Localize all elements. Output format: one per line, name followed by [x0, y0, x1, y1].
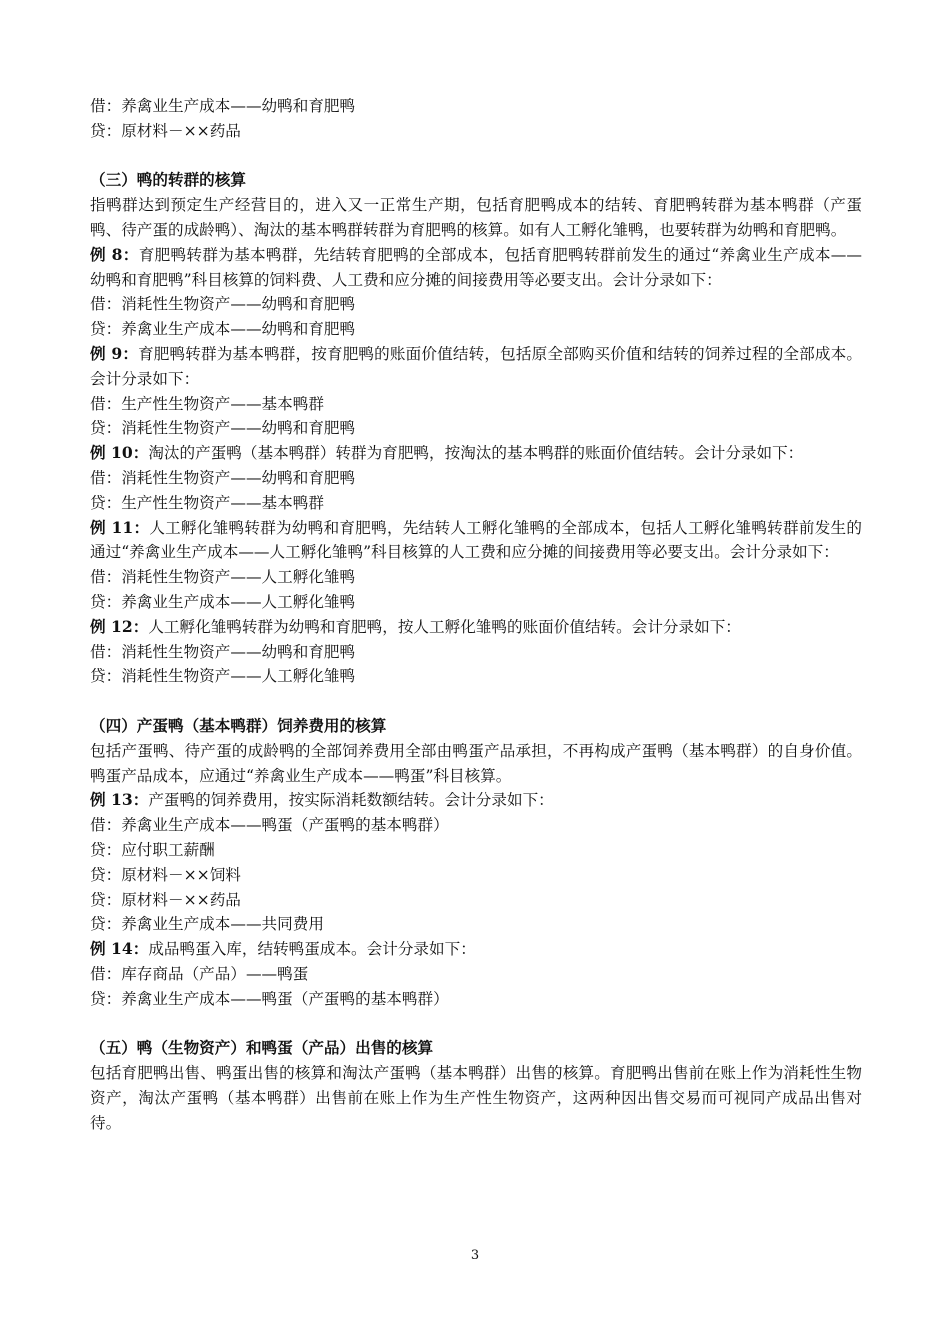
journal-entry-line: 借：消耗性生物资产——幼鸭和育肥鸭 — [90, 295, 356, 314]
journal-entry-line: 借：消耗性生物资产——幼鸭和育肥鸭 — [90, 642, 356, 661]
journal-entry-line: 贷：养禽业生产成本——人工孵化雏鸭 — [90, 592, 356, 611]
example-label: 例 11： — [90, 517, 150, 537]
journal-entry-line: 借：消耗性生物资产——幼鸭和育肥鸭 — [90, 468, 356, 487]
example-label: 例 8： — [90, 244, 139, 264]
section-heading: （五）鸭（生物资产）和鸭蛋（产品）出售的核算 — [90, 1038, 434, 1058]
paragraph: 指鸭群达到预定生产经营目的，进入又一正常生产期，包括育肥鸭成本的结转、育肥鸭转群为基本鸭群（产蛋鸭、待产蛋的成龄鸭）、淘汰的基本鸭群转群为育肥鸭的核算。如有人工孵化雏鸭，也要转群为幼鸭和育肥鸭。 — [90, 196, 862, 239]
paragraph: 包括产蛋鸭、待产蛋的成龄鸭的全部饲养费用全部由鸭蛋产品承担，不再构成产蛋鸭（基本鸭群）的自身价值。鸭蛋产品成本，应通过“养禽业生产成本——鸭蛋”科目核算。 — [90, 741, 862, 785]
example-paragraph — [90, 441, 862, 466]
journal-entry-line: 贷：生产性生物资产——基本鸭群 — [90, 493, 324, 512]
example-text: 产蛋鸭的饲养费用，按实际消耗数额结转。会计分录如下： — [148, 791, 554, 810]
journal-entry-line: 借：消耗性生物资产——人工孵化雏鸭 — [90, 568, 356, 587]
journal-entry-line: 借：库存商品（产品）——鸭蛋 — [90, 964, 309, 983]
example-label: 例 14： — [90, 939, 149, 959]
journal-entry-line: 借：养禽业生产成本——鸭蛋（产蛋鸭的基本鸭群） — [90, 816, 449, 835]
journal-entry-line: 贷：原材料－××药品 — [90, 121, 241, 140]
example-text: 人工孵化雏鸭转群为幼鸭和育肥鸭，先结转人工孵化雏鸭的全部成本，包括人工孵化雏鸭转群前发生的通过“养禽业生产成本——人工孵化雏鸭”科目核算的人工费和应分摊的间接费用等必要支出。会计分录如下： — [90, 518, 862, 562]
blank-line — [90, 689, 862, 714]
journal-entry-line: 借：养禽业生产成本——幼鸭和育肥鸭 — [90, 97, 356, 115]
section-heading: （三）鸭的转群的核算 — [90, 170, 246, 190]
example-label: 例 13： — [90, 790, 149, 810]
example-text: 育肥鸭转群为基本鸭群，先结转育肥鸭的全部成本，包括育肥鸭转群前发生的通过“养禽业生产成本——幼鸭和育肥鸭”科目核算的饲料费、人工费和应分摊的间接费用等必要支出。会计分录如下： — [90, 245, 862, 289]
journal-entry-line: 贷：养禽业生产成本——幼鸭和育肥鸭 — [90, 320, 356, 339]
example-paragraph — [90, 937, 862, 962]
example-text: 淘汰的产蛋鸭（基本鸭群）转群为育肥鸭，按淘汰的基本鸭群的账面价值结转。会计分录如下： — [148, 444, 804, 463]
journal-entry-line: 贷：原材料－××饲料 — [90, 865, 241, 884]
journal-entry-line: 贷：消耗性生物资产——人工孵化雏鸭 — [90, 667, 356, 686]
journal-entry-line: 贷：原材料－××药品 — [90, 890, 241, 909]
example-text: 成品鸭蛋入库，结转鸭蛋成本。会计分录如下： — [148, 940, 476, 959]
example-text: 育肥鸭转群为基本鸭群，按育肥鸭的账面价值结转，包括原全部购买价值和结转的饲养过程的全部成本。会计分录如下： — [90, 344, 862, 388]
journal-entry-line: 贷：消耗性生物资产——幼鸭和育肥鸭 — [90, 419, 356, 438]
example-label: 例 10： — [90, 443, 149, 463]
example-label: 例 12： — [90, 616, 149, 636]
journal-entry-line: 贷：应付职工薪酬 — [90, 840, 215, 859]
page-number: 3 — [470, 1248, 480, 1263]
example-paragraph — [90, 615, 862, 640]
example-paragraph — [90, 342, 862, 392]
paragraph: 包括育肥鸭出售、鸭蛋出售的核算和淘汰产蛋鸭（基本鸭群）出售的核算。育肥鸭出售前在账上作为消耗性生物资产，淘汰产蛋鸭（基本鸭群）出售前在账上作为生产性生物资产，这两种因出售交易而可视同产成品出售对待。 — [90, 1064, 862, 1132]
journal-entry-line: 贷：养禽业生产成本——共同费用 — [90, 915, 324, 934]
document-body — [90, 94, 862, 1135]
section-heading: （四）产蛋鸭（基本鸭群）饲养费用的核算 — [90, 715, 387, 735]
example-label: 例 9： — [90, 343, 139, 363]
journal-entry-line: 借：生产性生物资产——基本鸭群 — [90, 394, 324, 413]
journal-entry-line: 贷：养禽业生产成本——鸭蛋（产蛋鸭的基本鸭群） — [90, 989, 449, 1008]
blank-line — [90, 1011, 862, 1036]
example-paragraph — [90, 243, 862, 293]
blank-line — [90, 144, 862, 169]
example-text: 人工孵化雏鸭转群为幼鸭和育肥鸭，按人工孵化雏鸭的账面价值结转。会计分录如下： — [148, 617, 741, 636]
example-paragraph — [90, 516, 862, 566]
example-paragraph — [90, 788, 862, 813]
